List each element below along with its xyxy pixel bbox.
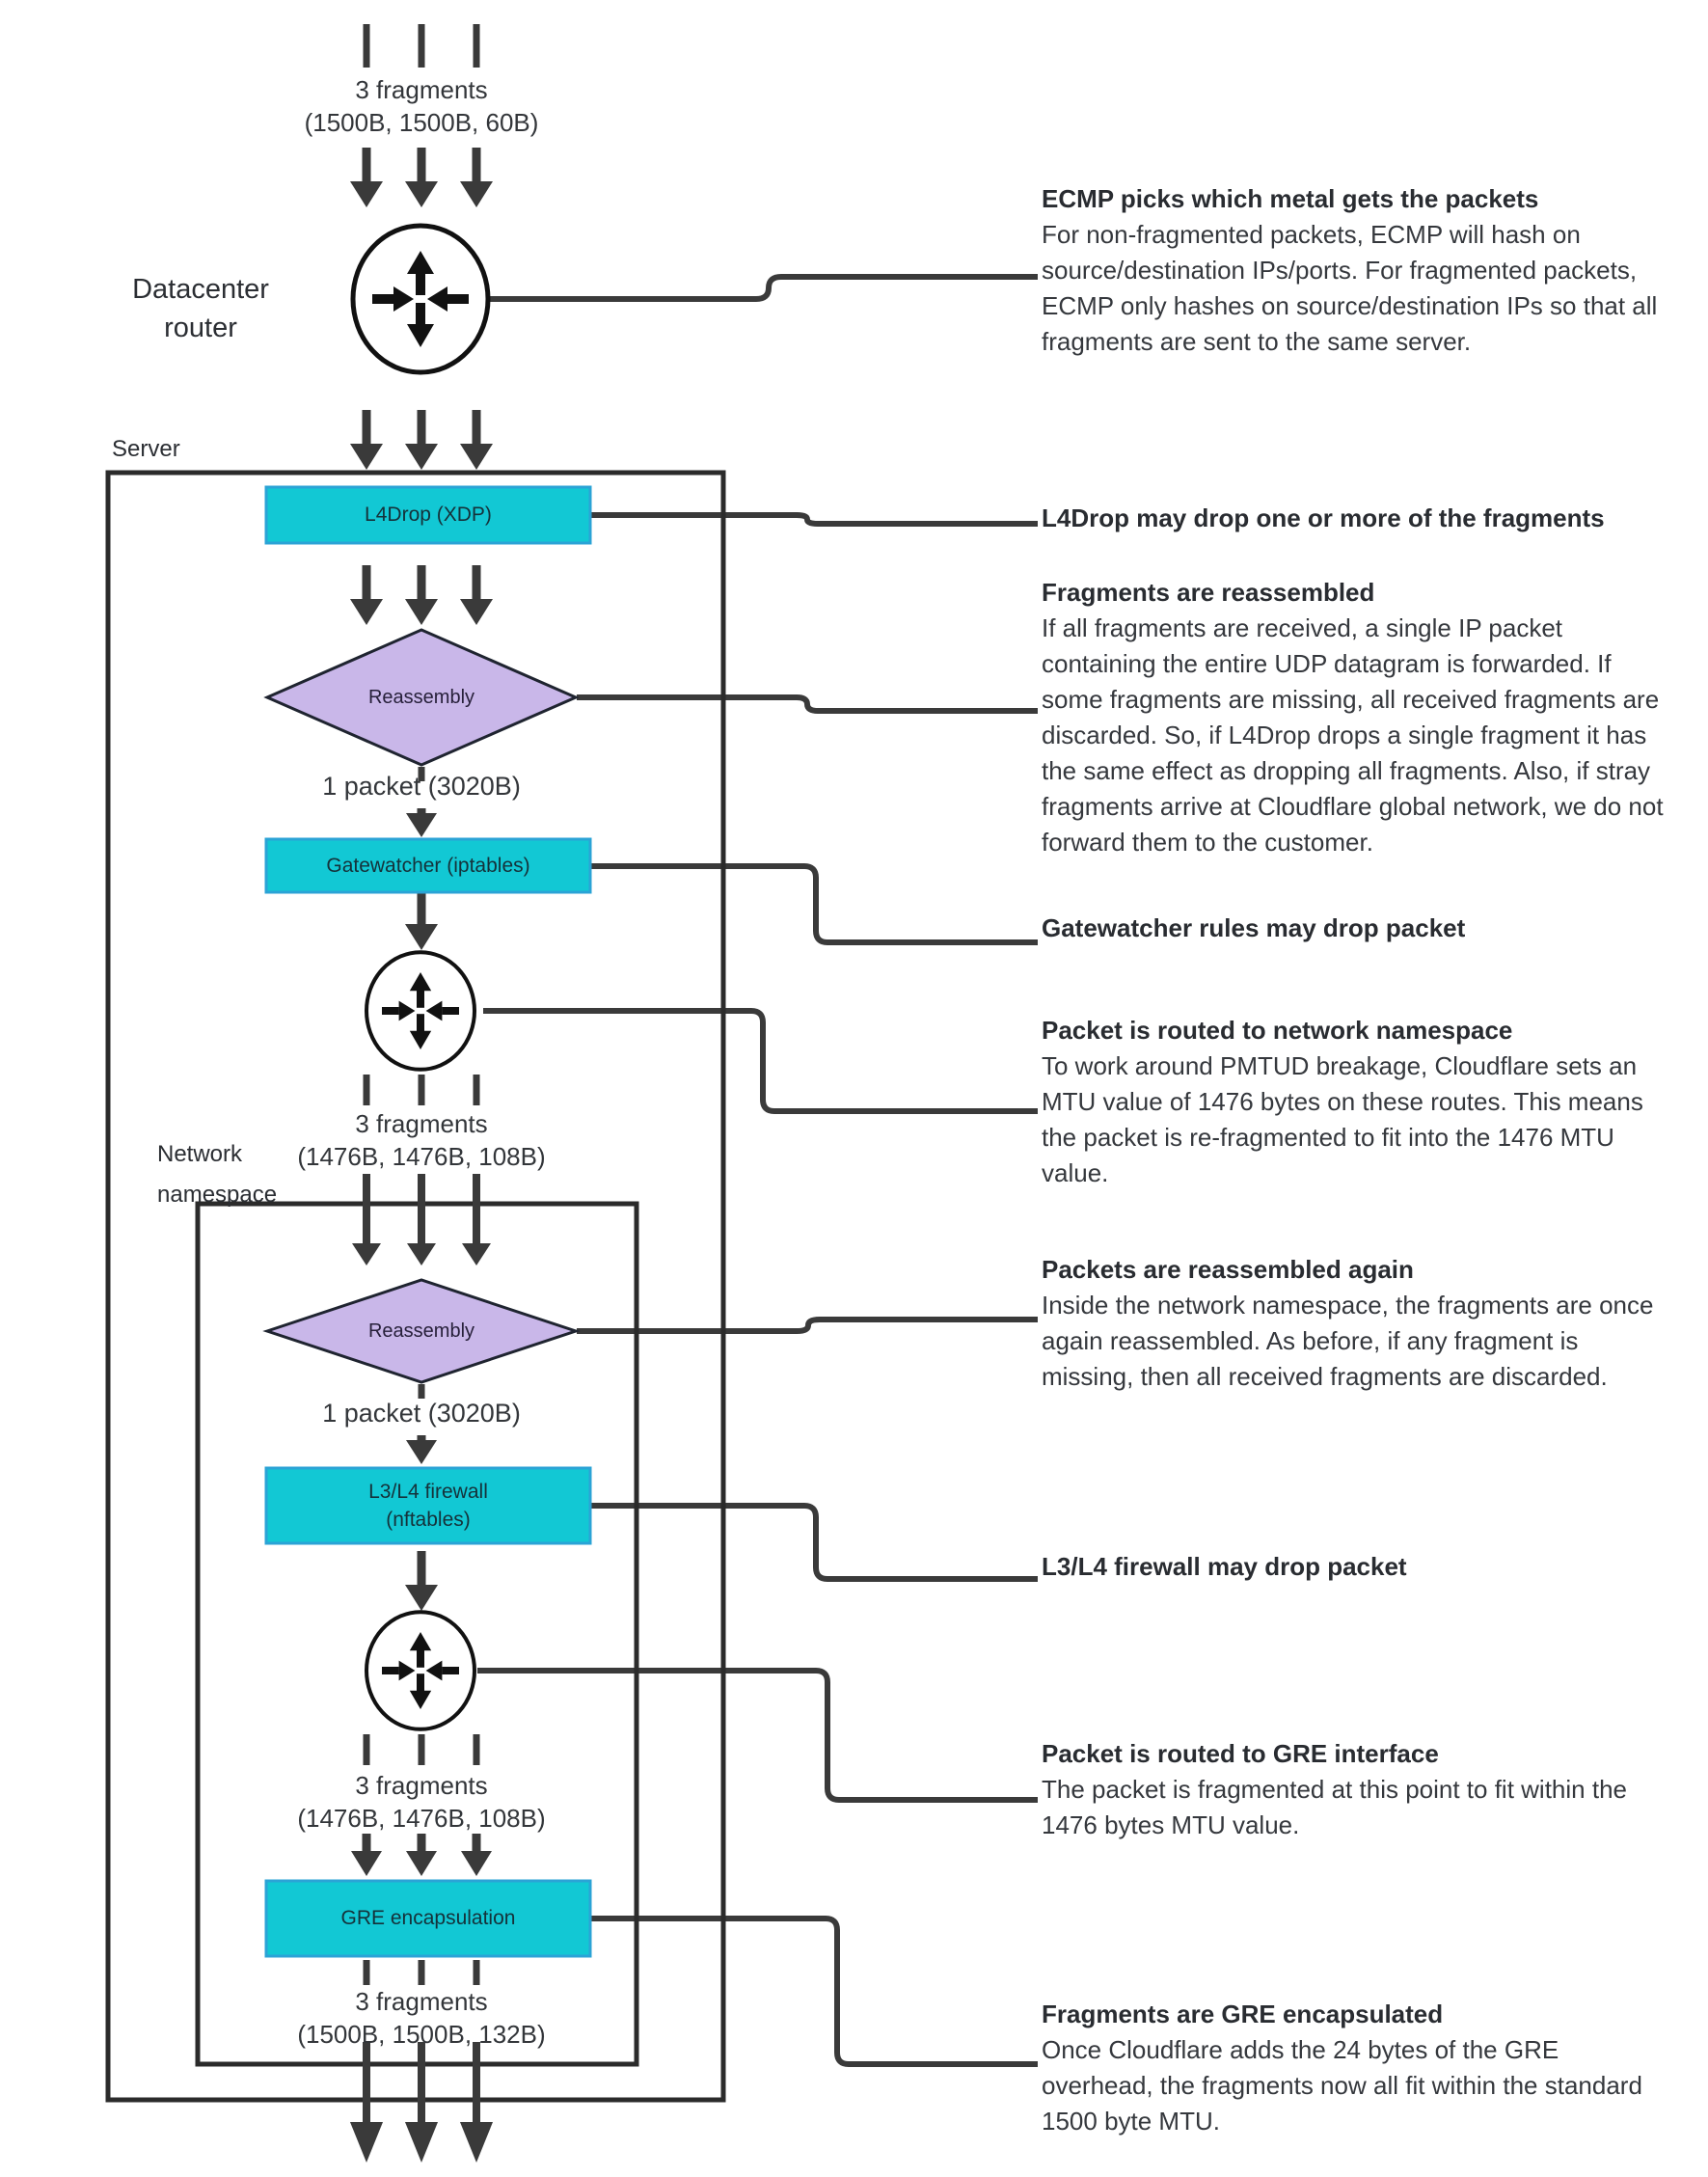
packet-1-label: 1 packet (3020B) xyxy=(322,772,521,801)
firewall-label xyxy=(266,1468,590,1543)
reassembly-2-label: Reassembly xyxy=(367,1320,475,1342)
fragment-dashes-mid-1 xyxy=(366,1075,476,1105)
gatewatcher-label: Gatewatcher (iptables) xyxy=(326,854,530,877)
annotation-reassembled xyxy=(1042,575,1676,860)
connector-gre xyxy=(590,1918,1038,2064)
annotation-body: To work around PMTUD breakage, Cloudflare sets an MTU value of 1476 bytes on these routes. This means the packet is re-fragmented to fit into the 1476 MTU value. xyxy=(1042,1051,1643,1187)
annotation-ecmp xyxy=(1042,181,1676,360)
annotation-title: Packet is routed to network namespace xyxy=(1042,1016,1513,1045)
top-fragment-sizes-label: (1500B, 1500B, 60B) xyxy=(304,108,539,137)
network-namespace-label: Network namespace xyxy=(157,1141,278,1208)
annotation-title: Packet is routed to GRE interface xyxy=(1042,1739,1439,1768)
connector-route-namespace xyxy=(483,1011,1038,1111)
annotation-gatewatcher xyxy=(1042,911,1676,946)
annotation-reassembled-again xyxy=(1042,1252,1676,1395)
packet-2-label: 1 packet (3020B) xyxy=(322,1399,521,1428)
annotation-title: ECMP picks which metal gets the packets xyxy=(1042,184,1539,213)
fragment-dashes-top xyxy=(366,24,476,68)
annotation-body: If all fragments are received, a single IP packet containing the entire UDP datagram is forwarded. If some fragments are missing, all received fragments are discarded. So, if L4Drop drops a single fragment it has the same effect as dropping all fragments. Also, if stray fragments arrive at Cloudflare global network, we do not forward them to the customer. xyxy=(1042,613,1664,857)
connector-gatewatcher xyxy=(590,866,1038,942)
annotation-gre-encapsulated xyxy=(1042,1997,1676,2139)
annotation-l4drop xyxy=(1042,501,1676,536)
firewall-label-text: L3/L4 firewall (nftables) xyxy=(368,1481,488,1531)
gre-label: GRE encapsulation xyxy=(340,1907,516,1929)
routing-icon-gre xyxy=(366,1612,474,1729)
bottom-fragments-label: 3 fragments xyxy=(355,1987,488,2016)
top-fragments-label: 3 fragments xyxy=(355,75,488,104)
connector-l4drop xyxy=(590,515,1038,524)
bottom-fragment-sizes-label: (1500B, 1500B, 132B) xyxy=(297,2020,546,2049)
connector-firewall xyxy=(590,1506,1038,1579)
annotation-title: Fragments are reassembled xyxy=(1042,578,1375,607)
annotation-routed-gre xyxy=(1042,1736,1676,1843)
connector-reassembly-2 xyxy=(577,1320,1038,1331)
mid-fragment-sizes-2-label: (1476B, 1476B, 108B) xyxy=(297,1804,546,1833)
annotation-body: Once Cloudflare adds the 24 bytes of the GRE overhead, the fragments now all fit within the standard 1500 byte MTU. xyxy=(1042,2035,1642,2136)
reassembly-1-label: Reassembly xyxy=(367,686,475,708)
connector-reassembly-1 xyxy=(577,697,1038,711)
annotation-title: L4Drop may drop one or more of the fragments xyxy=(1042,503,1605,532)
mid-fragment-sizes-1-label: (1476B, 1476B, 108B) xyxy=(297,1142,546,1171)
annotation-title: Fragments are GRE encapsulated xyxy=(1042,2000,1444,2028)
routing-icon-namespace xyxy=(366,952,474,1070)
datacenter-router-icon xyxy=(353,226,488,372)
annotation-body: Inside the network namespace, the fragments are once again reassembled. As before, if any fragment is missing, then all received fragments are discarded. xyxy=(1042,1291,1654,1391)
annotation-title: L3/L4 firewall may drop packet xyxy=(1042,1552,1407,1581)
mid-fragments-2-label: 3 fragments xyxy=(355,1771,488,1800)
connector-ecmp xyxy=(485,277,1038,299)
mid-fragments-1-label: 3 fragments xyxy=(355,1109,488,1138)
annotation-firewall xyxy=(1042,1549,1676,1585)
annotation-routed-namespace xyxy=(1042,1013,1676,1191)
datacenter-router-label: Datacenter router xyxy=(132,274,269,343)
fragment-dashes-bottom xyxy=(366,1960,476,1985)
annotation-body: The packet is fragmented at this point to fit within the 1476 bytes MTU value. xyxy=(1042,1775,1627,1839)
server-label: Server xyxy=(112,436,180,462)
fragment-dashes-mid-2 xyxy=(366,1734,476,1765)
annotation-title: Packets are reassembled again xyxy=(1042,1255,1414,1284)
l4drop-label: L4Drop (XDP) xyxy=(365,503,492,526)
annotation-body: For non-fragmented packets, ECMP will hash on source/destination IPs/ports. For fragmented packets, ECMP only hashes on source/destination IPs so that all fragments are sent to the same server. xyxy=(1042,220,1658,356)
annotation-title: Gatewatcher rules may drop packet xyxy=(1042,913,1466,942)
